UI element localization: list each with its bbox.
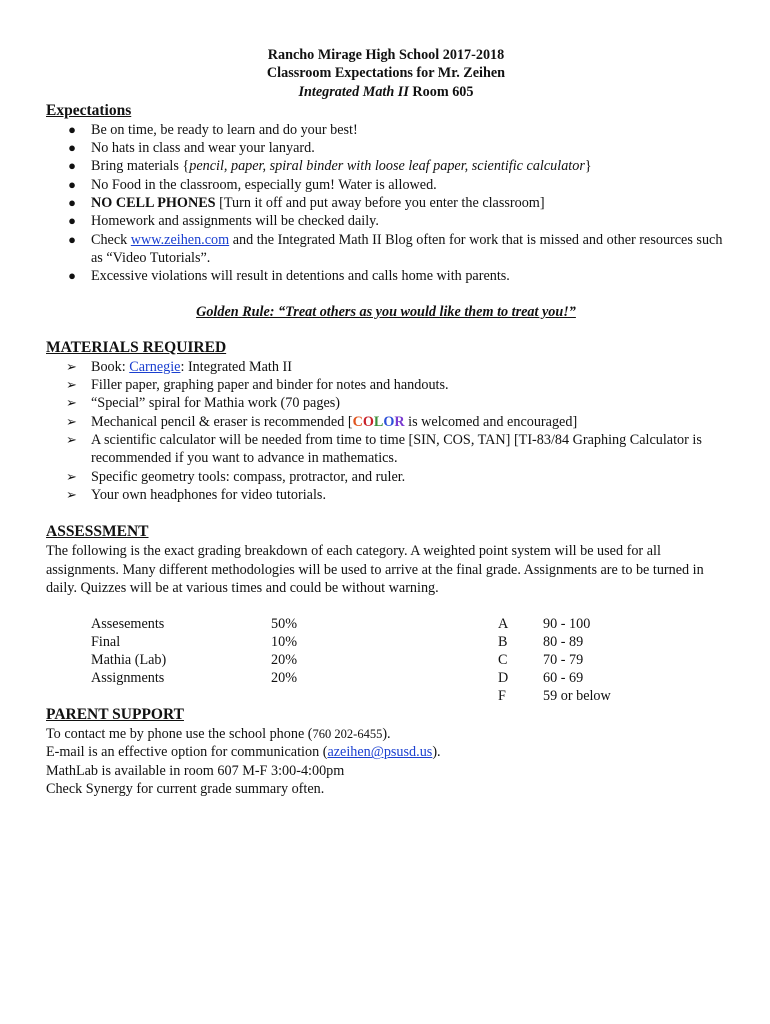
bullet-icon: ●: [68, 140, 76, 156]
bullet-icon: ●: [68, 158, 76, 174]
color-letter: R: [394, 413, 405, 430]
list-item: ● Excessive violations will result in detentions and calls home with parents.: [46, 267, 726, 285]
arrow-bullet-icon: ➢: [66, 395, 77, 411]
mathlab-line: MathLab is available in room 607 M-F 3:00-4:00pm: [46, 762, 345, 779]
list-item: ● Bring materials {pencil, paper, spiral binder with loose leaf paper, scientific calculator}: [46, 157, 726, 175]
email-line: E-mail is an effective option for communication (azeihen@psusd.us).: [46, 744, 441, 761]
assessment-heading: ASSESSMENT: [46, 523, 149, 541]
list-item: ➢ Specific geometry tools: compass, protractor, and ruler.: [66, 468, 406, 485]
carnegie-link[interactable]: Carnegie: [129, 358, 181, 375]
golden-rule: Golden Rule: “Treat others as you would like them to treat you!”: [196, 303, 576, 320]
grade-range: 90 - 100: [543, 616, 591, 633]
weight-value: 20%: [271, 652, 298, 669]
weight-value: 50%: [271, 616, 298, 633]
arrow-bullet-icon: ➢: [66, 358, 77, 374]
list-item: ● No Food in the classroom, especially gum! Water is allowed.: [46, 176, 726, 194]
list-item: ➢ Book: Carnegie: Integrated Math II: [66, 358, 292, 375]
grade-letter: A: [498, 616, 509, 633]
list-item: ➢ A scientific calculator will be needed from time to time [SIN, COS, TAN] [TI-83/84 Graphing Calculator is recommended if you want to advance in mathematics.: [66, 432, 702, 467]
grade-range: 60 - 69: [543, 670, 584, 687]
grade-letter: D: [498, 670, 509, 687]
materials-list: [46, 358, 726, 504]
arrow-bullet-icon: ➢: [66, 377, 77, 393]
category-label: Assesements: [91, 616, 165, 633]
bullet-icon: ●: [68, 268, 76, 284]
list-item: ● NO CELL PHONES [Turn it off and put away before you enter the classroom]: [46, 194, 726, 212]
bullet-icon: ●: [68, 121, 76, 137]
grading-breakdown: [46, 615, 726, 705]
range-column: [543, 615, 611, 705]
color-letter: L: [373, 413, 384, 430]
document-page: [46, 46, 726, 798]
list-item: ● No hats in class and wear your lanyard.: [46, 139, 726, 157]
weight-value: 10%: [271, 634, 298, 651]
list-item: ➢ “Special” spiral for Mathia work (70 pages): [66, 395, 340, 412]
bullet-icon: ●: [68, 176, 76, 192]
arrow-bullet-icon: ➢: [66, 486, 77, 502]
list-item: ➢ Filler paper, graphing paper and binder for notes and handouts.: [66, 377, 449, 394]
materials-heading: MATERIALS REQUIRED: [46, 338, 227, 356]
email-link[interactable]: azeihen@psusd.us: [327, 744, 433, 761]
document-header: [46, 46, 726, 101]
synergy-line: Check Synergy for current grade summary often.: [46, 781, 325, 798]
course-room: Integrated Math II Room 605: [298, 83, 474, 100]
bullet-icon: ●: [68, 231, 76, 247]
grade-letter: F: [498, 688, 506, 705]
parent-support-heading: PARENT SUPPORT: [46, 706, 184, 724]
expectations-list: [46, 121, 726, 286]
list-item: ● Be on time, be ready to learn and do your best!: [46, 121, 726, 139]
grade-range: 70 - 79: [543, 652, 584, 669]
letter-column: [498, 615, 508, 705]
category-label: Assignments: [91, 670, 165, 687]
list-item: ➢ Your own headphones for video tutorials.: [66, 486, 326, 503]
phone-line: To contact me by phone use the school phone (760 202-6455).: [46, 726, 391, 743]
arrow-bullet-icon: ➢: [66, 468, 77, 484]
category-column: [91, 615, 166, 687]
list-item: ● Homework and assignments will be checked daily.: [46, 212, 726, 230]
grade-letter: B: [498, 634, 508, 651]
bullet-icon: ●: [68, 195, 76, 211]
weight-value: 20%: [271, 670, 298, 687]
expectations-heading: Expectations: [46, 101, 132, 119]
arrow-bullet-icon: ➢: [66, 432, 77, 448]
school-title: Rancho Mirage High School 2017-2018: [267, 47, 505, 63]
grade-range: 59 or below: [543, 688, 611, 705]
grade-letter: C: [498, 652, 508, 669]
grade-range: 80 - 89: [543, 634, 584, 651]
assessment-text: The following is the exact grading breakdown of each category. A weighted point system will be used for all assignments. Many different methodologies will be used to arrive at the final grade. Assignments are to be turned in daily. Quizzes will be at various times and could be without warning.: [46, 543, 704, 596]
color-letter: C: [352, 413, 363, 430]
zeihen-website-link[interactable]: www.zeihen.com: [130, 231, 230, 248]
category-label: Final: [91, 634, 121, 651]
weight-column: [271, 615, 297, 687]
course-title: Classroom Expectations for Mr. Zeihen: [266, 65, 506, 82]
color-letter: O: [362, 413, 374, 430]
phone-number: 760 202-6455: [312, 727, 383, 742]
list-item: ● Check www.zeihen.com and the Integrated Math II Blog often for work that is missed and other resources such as “Video Tutorials”.: [46, 231, 726, 268]
category-label: Mathia (Lab): [91, 652, 167, 669]
color-letter: O: [383, 413, 395, 430]
bullet-icon: ●: [68, 213, 76, 229]
list-item: ➢ Mechanical pencil & eraser is recommended [COLOR is welcomed and encouraged]: [66, 413, 578, 430]
arrow-bullet-icon: ➢: [66, 413, 77, 429]
